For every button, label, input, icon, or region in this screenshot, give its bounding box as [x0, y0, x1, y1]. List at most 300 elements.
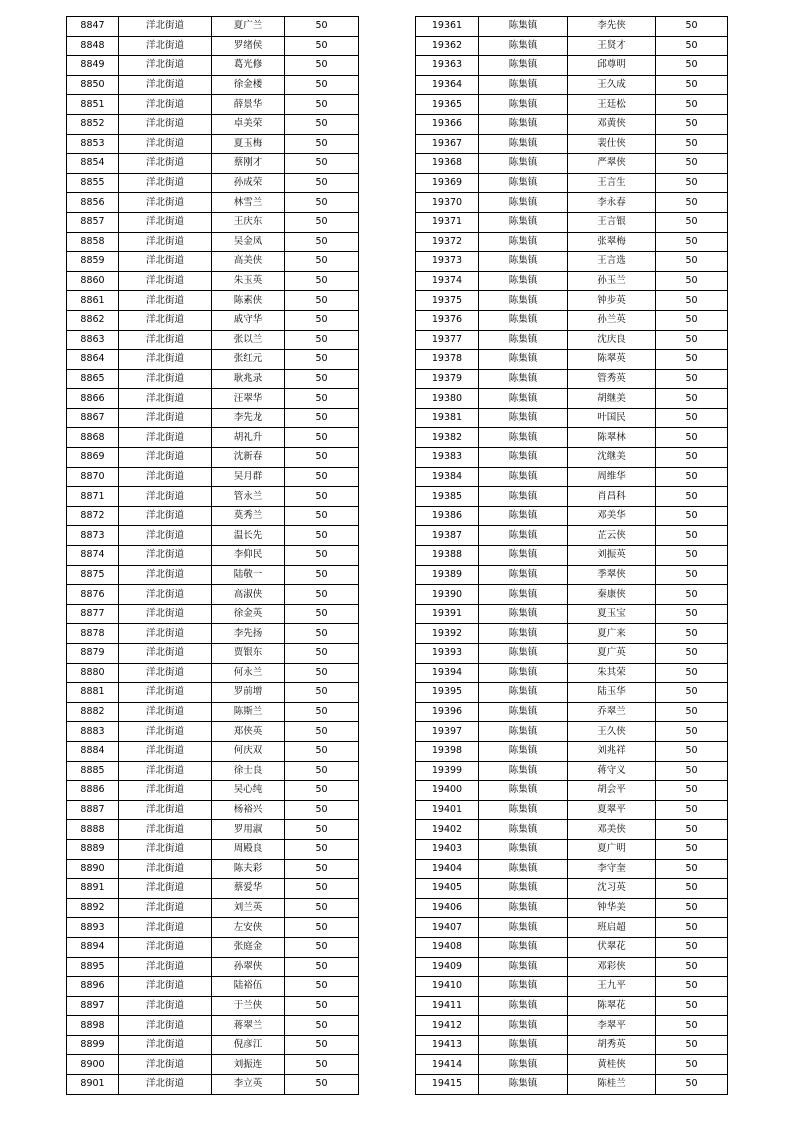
- table-row: [416, 212, 728, 232]
- town-cell: 洋北街道: [119, 134, 212, 154]
- amount-cell: 50: [285, 154, 359, 174]
- town-cell: 陈集镇: [479, 134, 568, 154]
- row-number-cell: 8901: [67, 1075, 119, 1095]
- town-cell: 洋北街道: [119, 350, 212, 370]
- table-row: [67, 428, 359, 448]
- town-cell: 陈集镇: [479, 428, 568, 448]
- name-cell: 胡继美: [568, 389, 656, 409]
- town-cell: 陈集镇: [479, 820, 568, 840]
- table-row: [67, 781, 359, 801]
- table-row: [416, 310, 728, 330]
- town-cell: 洋北街道: [119, 252, 212, 272]
- amount-cell: 50: [656, 95, 728, 115]
- row-number-cell: 19411: [416, 996, 479, 1016]
- table-row: [67, 546, 359, 566]
- row-number-cell: 19383: [416, 448, 479, 468]
- name-cell: 左安侠: [212, 918, 285, 938]
- amount-cell: 50: [656, 506, 728, 526]
- row-number-cell: 8872: [67, 506, 119, 526]
- table-row: [416, 330, 728, 350]
- table-row: [67, 624, 359, 644]
- row-number-cell: 19390: [416, 585, 479, 605]
- town-cell: 洋北街道: [119, 369, 212, 389]
- town-cell: 陈集镇: [479, 310, 568, 330]
- amount-cell: 50: [285, 937, 359, 957]
- row-number-cell: 19414: [416, 1055, 479, 1075]
- name-cell: 陈夫彩: [212, 859, 285, 879]
- amount-cell: 50: [656, 937, 728, 957]
- town-cell: 陈集镇: [479, 957, 568, 977]
- table-row: [416, 17, 728, 37]
- table-row: [416, 702, 728, 722]
- row-number-cell: 8866: [67, 389, 119, 409]
- town-cell: 洋北街道: [119, 761, 212, 781]
- town-cell: 洋北街道: [119, 898, 212, 918]
- town-cell: 洋北街道: [119, 1075, 212, 1095]
- town-cell: 陈集镇: [479, 918, 568, 938]
- left-table-body: [67, 17, 359, 1095]
- town-cell: 洋北街道: [119, 839, 212, 859]
- table-row: [416, 408, 728, 428]
- row-number-cell: 8857: [67, 212, 119, 232]
- row-number-cell: 8869: [67, 448, 119, 468]
- name-cell: 孙玉兰: [568, 271, 656, 291]
- name-cell: 胡会平: [568, 781, 656, 801]
- name-cell: 邓彩侠: [568, 957, 656, 977]
- row-number-cell: 8868: [67, 428, 119, 448]
- town-cell: 洋北街道: [119, 741, 212, 761]
- town-cell: 陈集镇: [479, 937, 568, 957]
- name-cell: 温长先: [212, 526, 285, 546]
- row-number-cell: 8900: [67, 1055, 119, 1075]
- amount-cell: 50: [656, 741, 728, 761]
- amount-cell: 50: [285, 898, 359, 918]
- row-number-cell: 8894: [67, 937, 119, 957]
- amount-cell: 50: [285, 330, 359, 350]
- name-cell: 薛景华: [212, 95, 285, 115]
- table-row: [416, 1055, 728, 1075]
- name-cell: 张庭金: [212, 937, 285, 957]
- row-number-cell: 8877: [67, 604, 119, 624]
- amount-cell: 50: [285, 1075, 359, 1095]
- amount-cell: 50: [285, 820, 359, 840]
- name-cell: 李立英: [212, 1075, 285, 1095]
- name-cell: 芷云侠: [568, 526, 656, 546]
- row-number-cell: 8887: [67, 800, 119, 820]
- row-number-cell: 19393: [416, 644, 479, 664]
- amount-cell: 50: [656, 134, 728, 154]
- town-cell: 洋北街道: [119, 1055, 212, 1075]
- table-row: [416, 977, 728, 997]
- name-cell: 卓美荣: [212, 114, 285, 134]
- row-number-cell: 8847: [67, 17, 119, 37]
- table-row: [416, 996, 728, 1016]
- town-cell: 陈集镇: [479, 741, 568, 761]
- town-cell: 陈集镇: [479, 212, 568, 232]
- row-number-cell: 19399: [416, 761, 479, 781]
- town-cell: 陈集镇: [479, 173, 568, 193]
- row-number-cell: 8861: [67, 291, 119, 311]
- amount-cell: 50: [285, 839, 359, 859]
- row-number-cell: 8886: [67, 781, 119, 801]
- amount-cell: 50: [285, 428, 359, 448]
- table-row: [67, 75, 359, 95]
- table-row: [416, 604, 728, 624]
- name-cell: 郑侠英: [212, 722, 285, 742]
- amount-cell: 50: [285, 36, 359, 56]
- amount-cell: 50: [285, 212, 359, 232]
- name-cell: 杨裕兴: [212, 800, 285, 820]
- name-cell: 张翠梅: [568, 232, 656, 252]
- town-cell: 陈集镇: [479, 839, 568, 859]
- amount-cell: 50: [285, 291, 359, 311]
- table-row: [416, 350, 728, 370]
- town-cell: 洋北街道: [119, 918, 212, 938]
- table-row: [67, 252, 359, 272]
- row-number-cell: 8892: [67, 898, 119, 918]
- name-cell: 吴心纯: [212, 781, 285, 801]
- amount-cell: 50: [656, 193, 728, 213]
- row-number-cell: 19396: [416, 702, 479, 722]
- table-row: [416, 193, 728, 213]
- name-cell: 徐金英: [212, 604, 285, 624]
- name-cell: 季翠侠: [568, 565, 656, 585]
- row-number-cell: 8888: [67, 820, 119, 840]
- row-number-cell: 8893: [67, 918, 119, 938]
- amount-cell: 50: [285, 800, 359, 820]
- name-cell: 王言生: [568, 173, 656, 193]
- town-cell: 陈集镇: [479, 800, 568, 820]
- row-number-cell: 19407: [416, 918, 479, 938]
- table-row: [67, 526, 359, 546]
- table-row: [67, 937, 359, 957]
- table-row: [416, 683, 728, 703]
- row-number-cell: 19362: [416, 36, 479, 56]
- row-number-cell: 19363: [416, 56, 479, 76]
- town-cell: 洋北街道: [119, 330, 212, 350]
- table-row: [67, 17, 359, 37]
- amount-cell: 50: [285, 957, 359, 977]
- table-row: [67, 212, 359, 232]
- amount-cell: 50: [656, 75, 728, 95]
- name-cell: 蔡刚才: [212, 154, 285, 174]
- table-row: [67, 310, 359, 330]
- town-cell: 陈集镇: [479, 408, 568, 428]
- town-cell: 洋北街道: [119, 467, 212, 487]
- row-number-cell: 8898: [67, 1016, 119, 1036]
- name-cell: 朱玉英: [212, 271, 285, 291]
- town-cell: 洋北街道: [119, 1016, 212, 1036]
- town-cell: 洋北街道: [119, 212, 212, 232]
- name-cell: 周殿良: [212, 839, 285, 859]
- row-number-cell: 8855: [67, 173, 119, 193]
- town-cell: 洋北街道: [119, 702, 212, 722]
- town-cell: 洋北街道: [119, 114, 212, 134]
- row-number-cell: 8880: [67, 663, 119, 683]
- row-number-cell: 8879: [67, 644, 119, 664]
- row-number-cell: 19381: [416, 408, 479, 428]
- table-row: [416, 1075, 728, 1095]
- amount-cell: 50: [656, 114, 728, 134]
- town-cell: 陈集镇: [479, 898, 568, 918]
- town-cell: 洋北街道: [119, 506, 212, 526]
- name-cell: 王久侠: [568, 722, 656, 742]
- table-row: [67, 56, 359, 76]
- table-row: [416, 448, 728, 468]
- row-number-cell: 19386: [416, 506, 479, 526]
- row-number-cell: 19406: [416, 898, 479, 918]
- town-cell: 洋北街道: [119, 193, 212, 213]
- town-cell: 洋北街道: [119, 526, 212, 546]
- amount-cell: 50: [285, 879, 359, 899]
- name-cell: 葛光修: [212, 56, 285, 76]
- amount-cell: 50: [656, 859, 728, 879]
- town-cell: 陈集镇: [479, 761, 568, 781]
- town-cell: 陈集镇: [479, 781, 568, 801]
- row-number-cell: 19391: [416, 604, 479, 624]
- amount-cell: 50: [656, 800, 728, 820]
- amount-cell: 50: [285, 252, 359, 272]
- town-cell: 陈集镇: [479, 467, 568, 487]
- table-row: [67, 193, 359, 213]
- row-number-cell: 8899: [67, 1035, 119, 1055]
- amount-cell: 50: [656, 526, 728, 546]
- amount-cell: 50: [656, 428, 728, 448]
- amount-cell: 50: [656, 369, 728, 389]
- name-cell: 张以兰: [212, 330, 285, 350]
- table-row: [416, 487, 728, 507]
- row-number-cell: 19412: [416, 1016, 479, 1036]
- row-number-cell: 19372: [416, 232, 479, 252]
- table-row: [416, 95, 728, 115]
- table-row: [416, 663, 728, 683]
- table-row: [416, 957, 728, 977]
- row-number-cell: 8875: [67, 565, 119, 585]
- town-cell: 陈集镇: [479, 546, 568, 566]
- name-cell: 夏翠平: [568, 800, 656, 820]
- name-cell: 邓美侠: [568, 820, 656, 840]
- row-number-cell: 19376: [416, 310, 479, 330]
- town-cell: 陈集镇: [479, 996, 568, 1016]
- table-row: [67, 879, 359, 899]
- table-row: [67, 663, 359, 683]
- town-cell: 陈集镇: [479, 565, 568, 585]
- name-cell: 班启超: [568, 918, 656, 938]
- name-cell: 沈继美: [568, 448, 656, 468]
- amount-cell: 50: [656, 212, 728, 232]
- name-cell: 吴金凤: [212, 232, 285, 252]
- table-row: [67, 369, 359, 389]
- name-cell: 夏广明: [568, 839, 656, 859]
- row-number-cell: 8862: [67, 310, 119, 330]
- table-row: [416, 271, 728, 291]
- name-cell: 王廷松: [568, 95, 656, 115]
- name-cell: 莫秀兰: [212, 506, 285, 526]
- amount-cell: 50: [656, 310, 728, 330]
- row-number-cell: 19401: [416, 800, 479, 820]
- row-number-cell: 19400: [416, 781, 479, 801]
- name-cell: 陈桂兰: [568, 1075, 656, 1095]
- amount-cell: 50: [285, 193, 359, 213]
- town-cell: 陈集镇: [479, 722, 568, 742]
- row-number-cell: 19365: [416, 95, 479, 115]
- name-cell: 陈翠林: [568, 428, 656, 448]
- name-cell: 叶国民: [568, 408, 656, 428]
- table-row: [67, 1035, 359, 1055]
- amount-cell: 50: [656, 1016, 728, 1036]
- row-number-cell: 19387: [416, 526, 479, 546]
- amount-cell: 50: [656, 350, 728, 370]
- town-cell: 陈集镇: [479, 526, 568, 546]
- table-row: [67, 761, 359, 781]
- row-number-cell: 19370: [416, 193, 479, 213]
- name-cell: 罗用淑: [212, 820, 285, 840]
- table-row: [416, 624, 728, 644]
- town-cell: 洋北街道: [119, 800, 212, 820]
- row-number-cell: 19409: [416, 957, 479, 977]
- row-number-cell: 19374: [416, 271, 479, 291]
- table-row: [416, 1035, 728, 1055]
- row-number-cell: 8873: [67, 526, 119, 546]
- row-number-cell: 19397: [416, 722, 479, 742]
- town-cell: 陈集镇: [479, 271, 568, 291]
- town-cell: 陈集镇: [479, 193, 568, 213]
- town-cell: 陈集镇: [479, 369, 568, 389]
- name-cell: 李永春: [568, 193, 656, 213]
- table-row: [67, 134, 359, 154]
- table-row: [67, 291, 359, 311]
- amount-cell: 50: [656, 624, 728, 644]
- amount-cell: 50: [285, 604, 359, 624]
- table-row: [416, 546, 728, 566]
- town-cell: 洋北街道: [119, 428, 212, 448]
- table-row: [67, 232, 359, 252]
- amount-cell: 50: [285, 232, 359, 252]
- town-cell: 洋北街道: [119, 859, 212, 879]
- row-number-cell: 19408: [416, 937, 479, 957]
- table-row: [67, 506, 359, 526]
- row-number-cell: 8881: [67, 683, 119, 703]
- amount-cell: 50: [285, 114, 359, 134]
- row-number-cell: 8856: [67, 193, 119, 213]
- town-cell: 洋北街道: [119, 408, 212, 428]
- row-number-cell: 19402: [416, 820, 479, 840]
- table-row: [416, 800, 728, 820]
- name-cell: 沈庆良: [568, 330, 656, 350]
- table-row: [416, 526, 728, 546]
- table-row: [416, 761, 728, 781]
- amount-cell: 50: [285, 996, 359, 1016]
- town-cell: 洋北街道: [119, 173, 212, 193]
- row-number-cell: 19392: [416, 624, 479, 644]
- row-number-cell: 8863: [67, 330, 119, 350]
- name-cell: 何永兰: [212, 663, 285, 683]
- name-cell: 严翠侠: [568, 154, 656, 174]
- name-cell: 孙成荣: [212, 173, 285, 193]
- table-row: [416, 154, 728, 174]
- amount-cell: 50: [285, 350, 359, 370]
- name-cell: 陈翠花: [568, 996, 656, 1016]
- row-number-cell: 19375: [416, 291, 479, 311]
- table-row: [67, 1075, 359, 1095]
- table-row: [67, 271, 359, 291]
- row-number-cell: 8849: [67, 56, 119, 76]
- row-number-cell: 19405: [416, 879, 479, 899]
- town-cell: 陈集镇: [479, 859, 568, 879]
- row-number-cell: 8859: [67, 252, 119, 272]
- name-cell: 肖昌科: [568, 487, 656, 507]
- town-cell: 洋北街道: [119, 565, 212, 585]
- town-cell: 洋北街道: [119, 996, 212, 1016]
- amount-cell: 50: [656, 879, 728, 899]
- town-cell: 陈集镇: [479, 232, 568, 252]
- row-number-cell: 8891: [67, 879, 119, 899]
- amount-cell: 50: [656, 644, 728, 664]
- amount-cell: 50: [656, 839, 728, 859]
- row-number-cell: 19369: [416, 173, 479, 193]
- amount-cell: 50: [285, 1035, 359, 1055]
- table-row: [67, 859, 359, 879]
- amount-cell: 50: [285, 75, 359, 95]
- amount-cell: 50: [285, 761, 359, 781]
- town-cell: 陈集镇: [479, 1016, 568, 1036]
- name-cell: 徐金楼: [212, 75, 285, 95]
- table-row: [416, 1016, 728, 1036]
- amount-cell: 50: [285, 644, 359, 664]
- name-cell: 夏广来: [568, 624, 656, 644]
- row-number-cell: 8882: [67, 702, 119, 722]
- table-row: [416, 75, 728, 95]
- town-cell: 陈集镇: [479, 389, 568, 409]
- name-cell: 倪彦江: [212, 1035, 285, 1055]
- row-number-cell: 8858: [67, 232, 119, 252]
- table-row: [67, 467, 359, 487]
- town-cell: 洋北街道: [119, 75, 212, 95]
- amount-cell: 50: [656, 761, 728, 781]
- town-cell: 洋北街道: [119, 154, 212, 174]
- table-row: [67, 585, 359, 605]
- table-row: [67, 95, 359, 115]
- table-row: [67, 173, 359, 193]
- name-cell: 乔翠兰: [568, 702, 656, 722]
- amount-cell: 50: [656, 585, 728, 605]
- row-number-cell: 8850: [67, 75, 119, 95]
- name-cell: 夏玉梅: [212, 134, 285, 154]
- table-row: [67, 350, 359, 370]
- amount-cell: 50: [285, 585, 359, 605]
- table-row: [67, 898, 359, 918]
- amount-cell: 50: [656, 918, 728, 938]
- table-row: [416, 898, 728, 918]
- row-number-cell: 8889: [67, 839, 119, 859]
- row-number-cell: 8852: [67, 114, 119, 134]
- town-cell: 洋北街道: [119, 56, 212, 76]
- town-cell: 洋北街道: [119, 683, 212, 703]
- amount-cell: 50: [285, 1055, 359, 1075]
- name-cell: 刘兰英: [212, 898, 285, 918]
- row-number-cell: 8848: [67, 36, 119, 56]
- amount-cell: 50: [656, 17, 728, 37]
- town-cell: 陈集镇: [479, 879, 568, 899]
- amount-cell: 50: [285, 526, 359, 546]
- name-cell: 王言选: [568, 252, 656, 272]
- amount-cell: 50: [656, 898, 728, 918]
- town-cell: 陈集镇: [479, 1035, 568, 1055]
- amount-cell: 50: [656, 820, 728, 840]
- row-number-cell: 8854: [67, 154, 119, 174]
- table-row: [416, 56, 728, 76]
- amount-cell: 50: [285, 448, 359, 468]
